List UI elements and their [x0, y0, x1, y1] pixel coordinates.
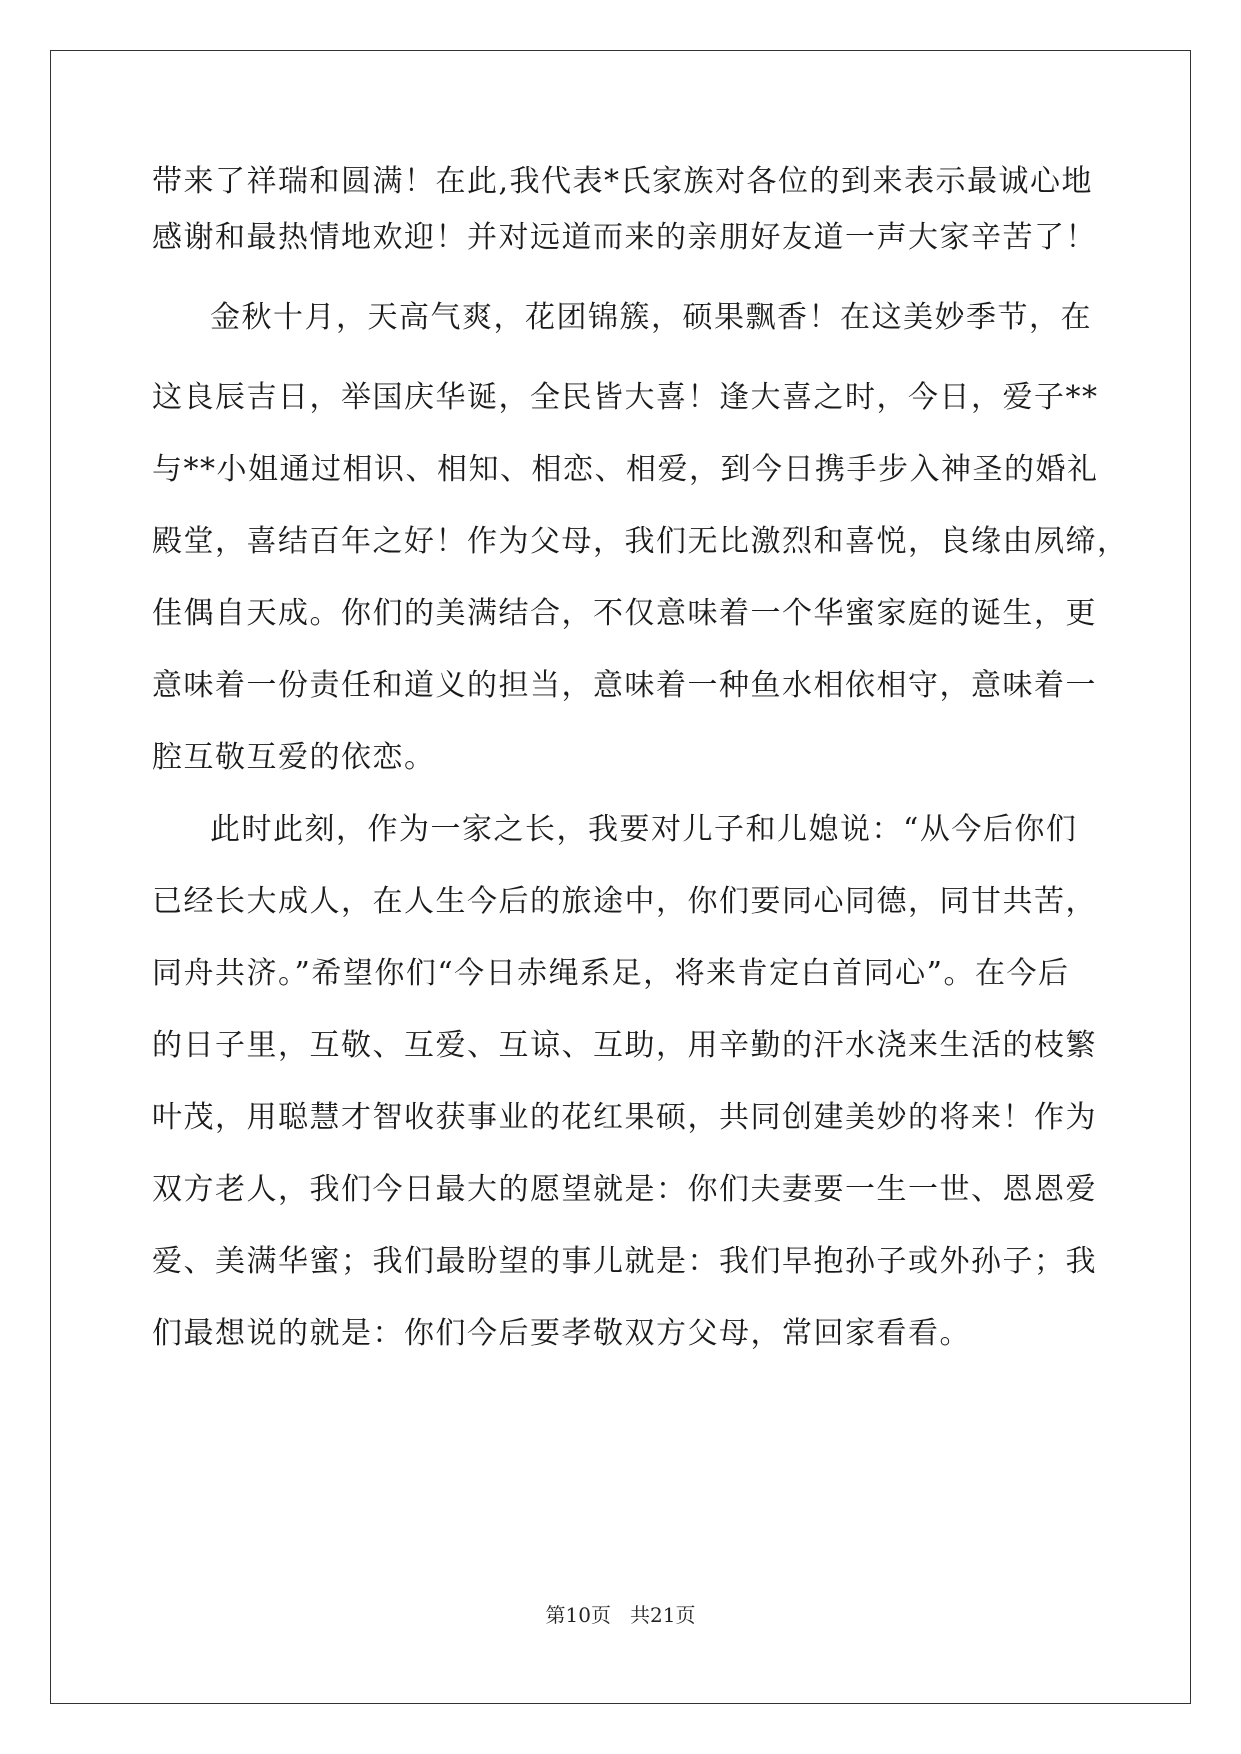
text-line: 的日子里，互敬、互爱、互谅、互助，用辛勤的汗水浇来生活的枝繁 [152, 1028, 1097, 1063]
text-line: 感谢和最热情地欢迎！并对远道而来的亲朋好友道一声大家辛苦了！ [152, 220, 1097, 255]
text-line: 意味着一份责任和道义的担当，意味着一种鱼水相依相守，意味着一 [152, 668, 1097, 703]
text-line: 佳偶自天成。你们的美满结合，不仅意味着一个华蜜家庭的诞生，更 [152, 596, 1097, 631]
text-line: 这良辰吉日，举国庆华诞，全民皆大喜！逢大喜之时，今日，爱子** [152, 380, 1099, 415]
text-line: 爱、美满华蜜；我们最盼望的事儿就是：我们早抱孙子或外孙子；我 [152, 1244, 1097, 1279]
text-line: 双方老人，我们今日最大的愿望就是：你们夫妻要一生一世、恩恩爱 [152, 1172, 1097, 1207]
text-line: 叶茂，用聪慧才智收获事业的花红果硕，共同创建美妙的将来！作为 [152, 1100, 1097, 1135]
page-number: 第10页 [545, 1603, 611, 1627]
text-line: 殿堂，喜结百年之好！作为父母，我们无比激烈和喜悦，良缘由夙缔， [152, 524, 1129, 559]
page-total: 共21页 [630, 1603, 696, 1627]
paragraph-start-line: 此时此刻，作为一家之长，我要对儿子和儿媳说：“从今后你们 [210, 812, 1078, 847]
page-footer [0, 1602, 1241, 1628]
text-line: 们最想说的就是：你们今后要孝敬双方父母，常回家看看。 [152, 1316, 971, 1351]
text-line: 腔互敬互爱的依恋。 [152, 740, 436, 775]
text-line: 已经长大成人，在人生今后的旅途中，你们要同心同德，同甘共苦， [152, 884, 1097, 919]
paragraph-start-line: 金秋十月，天高气爽，花团锦簇，硕果飘香！在这美妙季节，在 [210, 300, 1092, 335]
text-line: 同舟共济。”希望你们“今日赤绳系足，将来肯定白首同心”。在今后 [152, 956, 1070, 991]
text-line: 带来了祥瑞和圆满！在此,我代表*氏家族对各位的到来表示最诚心地 [152, 164, 1094, 199]
text-line: 与**小姐通过相识、相知、相恋、相爱，到今日携手步入神圣的婚礼 [152, 452, 1099, 487]
